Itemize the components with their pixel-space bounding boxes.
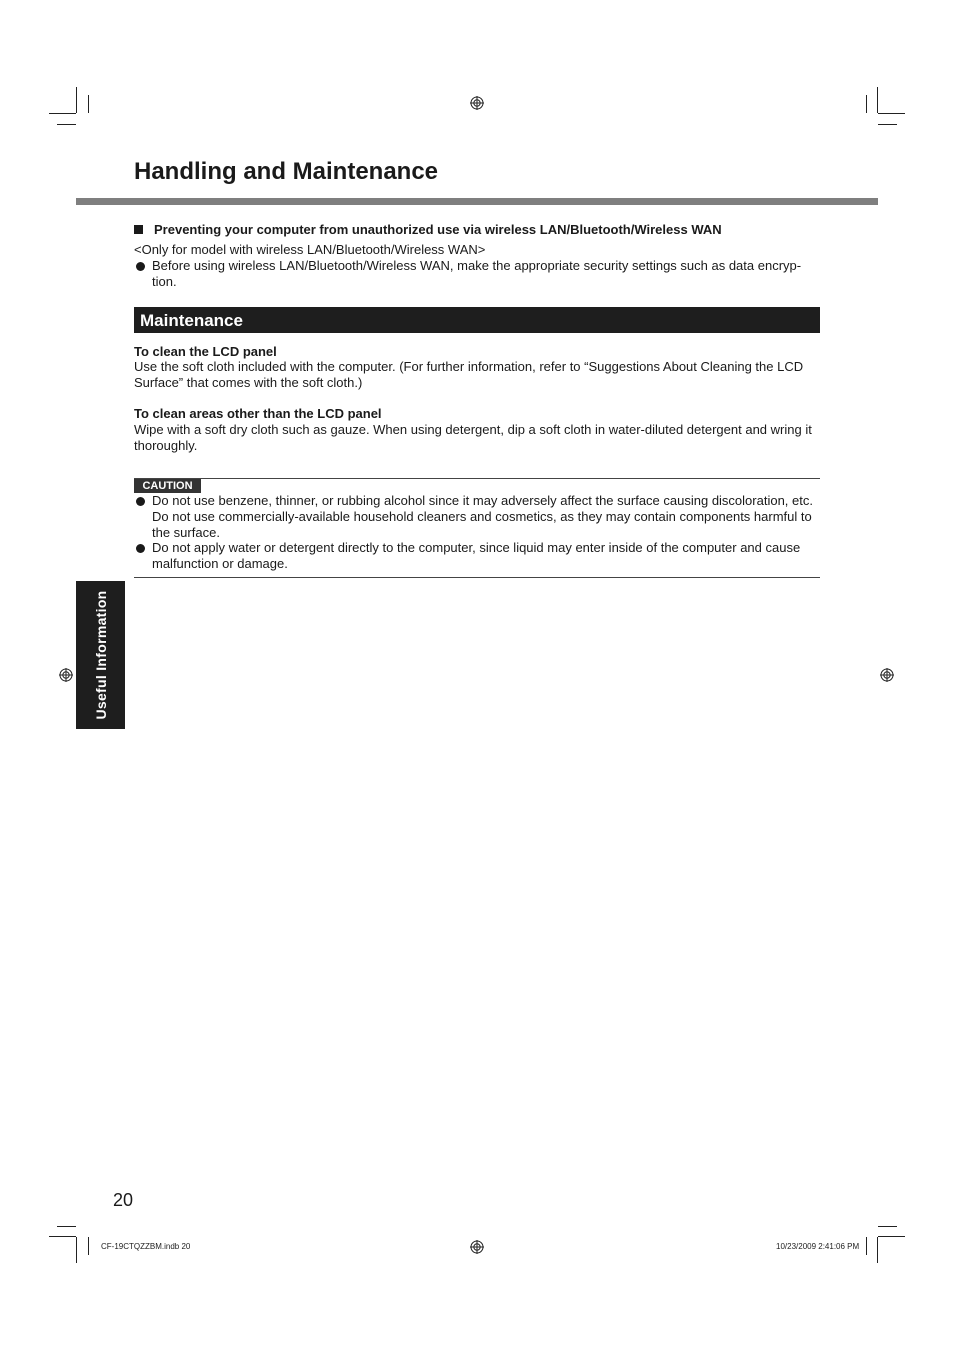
side-tab-label: Useful Information	[92, 590, 109, 720]
security-heading-text: Preventing your computer from unauthorized use via wireless LAN/Bluetooth/Wireless WAN	[154, 222, 722, 237]
registration-mark-icon	[470, 1240, 484, 1254]
page-title: Handling and Maintenance	[134, 158, 439, 185]
section-title: Maintenance	[140, 311, 243, 330]
crop-mark	[57, 124, 76, 125]
other-text: Wipe with a soft dry cloth such as gauze. When using detergent, dip a soft cloth in water-diluted detergent and wring it thoroughly.	[134, 422, 812, 453]
lcd-text: Use the soft cloth included with the computer. (For further information, refer to “Suggestions About Cleaning the LCD Surface” that comes with the soft cloth.)	[134, 359, 804, 390]
file-info: CF-19CTQZZBM.indb 20	[101, 1242, 191, 1251]
list-item	[134, 493, 824, 541]
crop-mark	[76, 1237, 77, 1263]
list-item	[134, 258, 809, 290]
caution-label: CAUTION	[134, 479, 201, 493]
crop-mark	[866, 95, 867, 113]
crop-mark	[49, 113, 76, 114]
title-rule	[76, 198, 878, 205]
caution-rule-top	[134, 478, 820, 479]
caution-rule-bottom	[134, 577, 820, 578]
page-number: 20	[113, 1190, 134, 1210]
list-item	[134, 540, 814, 572]
print-timestamp: 10/23/2009 2:41:06 PM	[776, 1242, 860, 1251]
crop-mark	[57, 1226, 76, 1227]
registration-mark-icon	[880, 668, 894, 682]
crop-mark	[88, 1237, 89, 1255]
lcd-heading: To clean the LCD panel	[134, 344, 277, 359]
registration-mark-icon	[59, 668, 73, 682]
crop-mark	[878, 113, 905, 114]
bullet-text: Do not apply water or detergent directly to the computer, since liquid may enter inside of the computer and cause malfunction or damage.	[152, 540, 801, 571]
crop-mark	[88, 95, 89, 113]
side-tab	[76, 581, 125, 729]
crop-mark	[49, 1236, 76, 1237]
crop-mark	[866, 1237, 867, 1255]
bullet-text: Do not use benzene, thinner, or rubbing alcohol since it may adversely affect the surface causing discoloration, etc. Do not use commercially-available household cleaners and cosmetics, as they may contain components harmful to the surface.	[152, 493, 813, 540]
crop-mark	[76, 87, 77, 113]
crop-mark	[878, 1236, 905, 1237]
bullet-dot-icon	[136, 497, 145, 506]
crop-mark	[878, 124, 897, 125]
square-bullet-icon	[134, 225, 143, 234]
crop-mark	[877, 87, 878, 113]
crop-mark	[877, 1237, 878, 1263]
security-note: <Only for model with wireless LAN/Bluetooth/Wireless WAN>	[134, 242, 486, 257]
bullet-dot-icon	[136, 544, 145, 553]
other-heading: To clean areas other than the LCD panel	[134, 406, 382, 421]
registration-mark-icon	[470, 96, 484, 110]
section-header-maintenance	[134, 307, 820, 333]
security-heading	[134, 222, 722, 237]
bullet-dot-icon	[136, 262, 145, 271]
crop-mark	[878, 1226, 897, 1227]
bullet-text: Before using wireless LAN/Bluetooth/Wireless WAN, make the appropriate security settings such as data encryp-tion.	[152, 258, 802, 289]
